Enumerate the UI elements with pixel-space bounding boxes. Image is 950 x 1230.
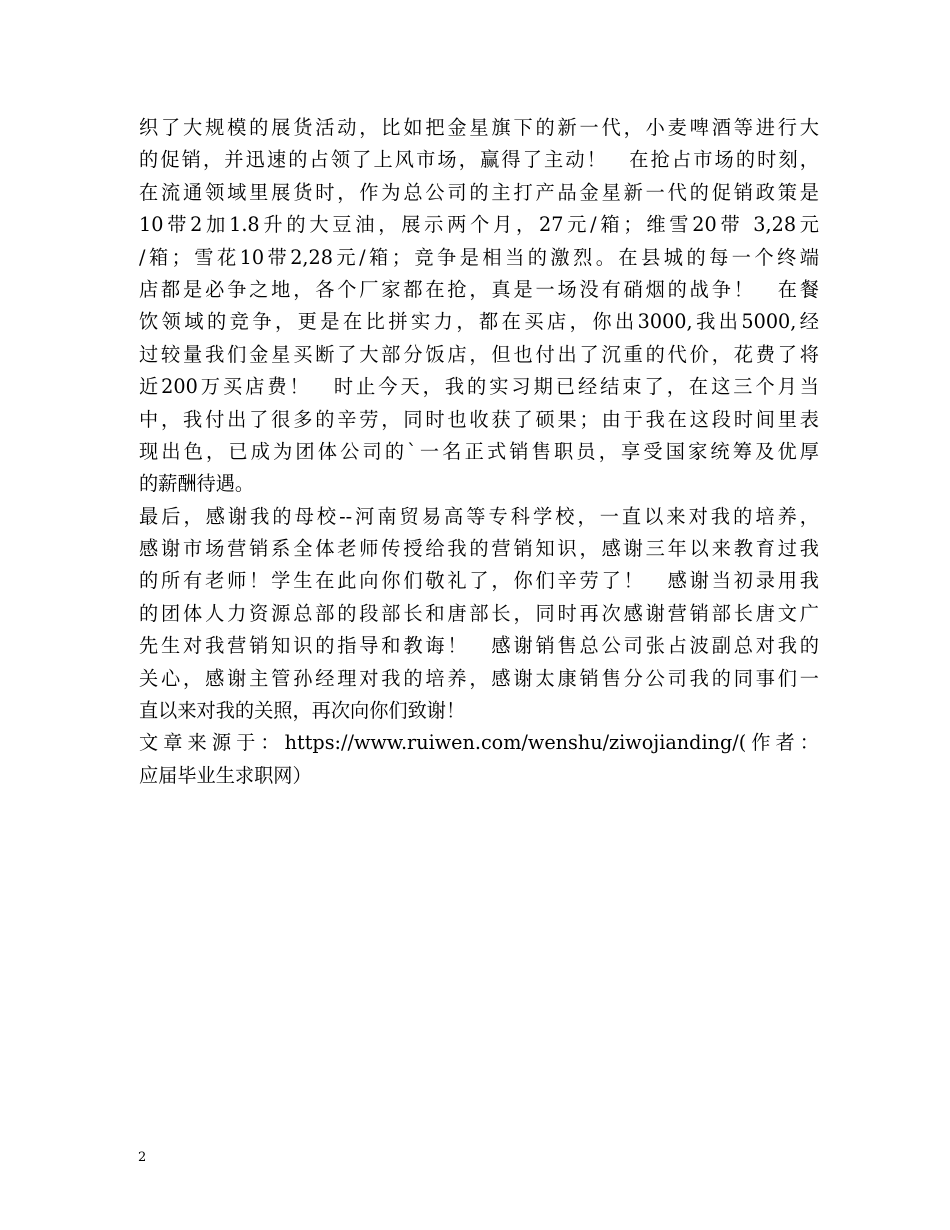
text-line: /箱；雪花10带2,28元/箱；竞争是相当的激烈。在县城的每一个终端 [139,245,819,269]
text-line: 近200万买店费！ 时止今天，我的实习期已经结束了，在这三个月当 [139,375,819,399]
text-line: 过较量我们金星买断了大部分饭店，但也付出了沉重的代价，花费了将 [139,342,819,366]
text-line: 直以来对我的关照，再次向你们致谢！ [139,699,466,723]
source-author-line: 应届毕业生求职网） [139,763,312,787]
text-line: 中，我付出了很多的辛劳，同时也收获了硕果；由于我在这段时间里表 [139,407,819,431]
body-text [139,112,819,792]
text-line: 在流通领域里展货时，作为总公司的主打产品金星新一代的促销政策是 [139,180,819,204]
source-line: 文章来源于：https://www.ruiwen.com/wenshu/ziwojianding/(作者： [139,731,819,755]
text-line: 10带2加1.8升的大豆油，展示两个月，27元/箱；维雪20带 3,28元 [139,213,819,237]
text-line: 现出色，已成为团体公司的`一名正式销售职员，享受国家统筹及优厚 [139,439,819,463]
text-line: 感谢市场营销系全体老师传授给我的营销知识，感谢三年以来教育过我 [139,537,819,561]
text-line: 的所有老师！学生在此向你们敬礼了，你们辛劳了！ 感谢当初录用我 [139,569,819,593]
text-line: 的薪酬待遇。 [139,472,255,496]
text-line: 织了大规模的展货活动，比如把金星旗下的新一代，小麦啤酒等进行大 [139,116,819,139]
text-line: 关心，感谢主管孙经理对我的培养，感谢太康销售分公司我的同事们一 [139,666,819,690]
text-line: 店都是必争之地，各个厂家都在抢，真是一场没有硝烟的战争！ 在餐 [139,277,819,301]
text-line: 先生对我营销知识的指导和教诲！ 感谢销售总公司张占波副总对我的 [139,634,819,658]
text-line: 饮领域的竞争，更是在比拼实力，都在买店，你出3000,我出5000,经 [139,310,819,334]
text-line: 的促销，并迅速的占领了上风市场，赢得了主动！ 在抢占市场的时刻， [139,148,819,172]
text-line: 最后，感谢我的母校--河南贸易高等专科学校，一直以来对我的培养， [139,504,819,528]
page-number: 2 [138,1150,147,1165]
text-line: 的团体人力资源总部的段部长和唐部长，同时再次感谢营销部长唐文广 [139,601,819,625]
